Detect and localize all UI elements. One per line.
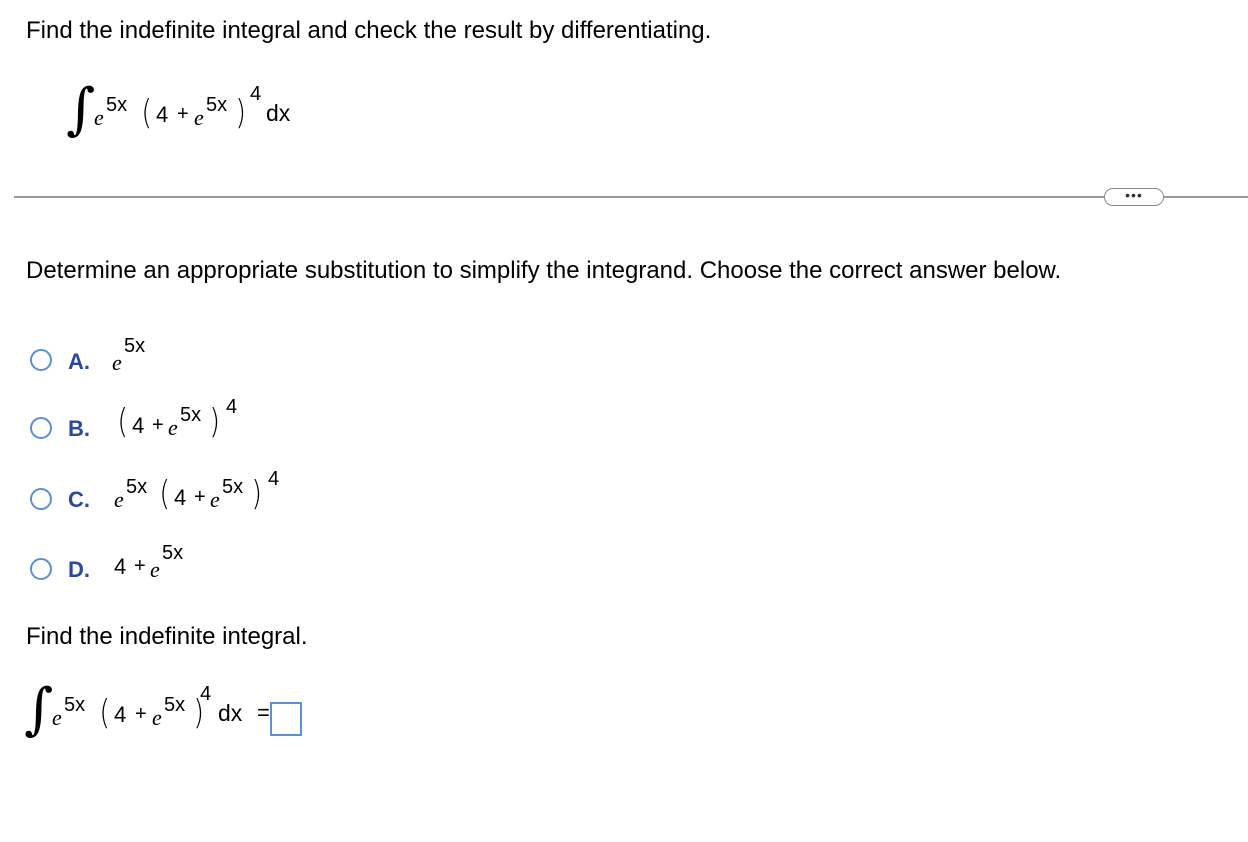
option-a-letter: A. [68,349,90,374]
option-c-exp: 5x [126,476,148,498]
exponent: 5x [106,94,128,116]
option-c-base2: e [210,487,220,512]
option-c-close: ) [251,474,262,514]
paren-close: ) [235,93,246,133]
power-2: 4 [200,683,212,705]
option-d-letter: D. [68,557,90,582]
base-e: e [94,105,104,130]
option-a-expression [112,335,212,395]
differential: dx [266,100,291,126]
option-b-const: 4 [132,413,145,438]
inner-base-e: e [194,105,204,130]
question-integral [66,77,306,142]
inner-base-e-2: e [152,705,162,730]
option-c-radio[interactable] [30,488,52,510]
integral-sign: ∫ [66,77,96,142]
answer-input-box[interactable] [270,702,302,736]
option-d-base: e [150,557,160,582]
option-c-plus: + [194,486,206,508]
option-b-radio[interactable] [30,417,52,439]
option-c-power: 4 [268,468,280,490]
option-c-expression [114,467,314,527]
option-b-close: ) [209,402,220,442]
option-a[interactable] [30,335,250,385]
power: 4 [250,83,262,105]
section-divider [14,196,1248,198]
option-b-power: 4 [226,396,238,418]
option-b-plus: + [152,414,164,436]
option-c-exp2: 5x [222,476,244,498]
part1-prompt: Determine an appropriate substitution to simplify the integrand. Choose the correct answer below. [26,257,1062,284]
part2-prompt: Find the indefinite integral. [26,623,308,650]
option-b-letter: B. [68,416,90,441]
inner-const-2: 4 [114,702,127,727]
option-c-base: e [114,487,124,512]
option-d[interactable] [30,540,270,590]
option-b-base: e [168,415,178,440]
more-options-button[interactable]: ••• [1104,188,1164,206]
paren-open-2: ( [99,693,110,733]
plus-sign-2: + [135,703,147,725]
option-b-open: ( [117,402,128,442]
option-c-letter: C. [68,487,90,512]
option-b[interactable] [30,395,290,451]
integral-sign-2: ∫ [24,677,54,742]
option-d-plus: + [134,555,146,577]
option-a-exp: 5x [124,335,146,357]
differential-2: dx [218,700,243,726]
inner-const: 4 [156,102,169,127]
option-d-expression [114,540,254,600]
option-c[interactable] [30,467,330,523]
option-c-open: ( [159,474,170,514]
option-d-radio[interactable] [30,558,52,580]
option-c-const: 4 [174,485,187,510]
option-b-expression [116,395,276,455]
inner-exponent-2: 5x [164,694,186,716]
option-b-exp: 5x [180,404,202,426]
option-a-base: e [112,350,122,375]
question-instruction: Find the indefinite integral and check the result by differentiating. [26,17,712,44]
option-d-const: 4 [114,554,127,579]
option-d-exp: 5x [162,542,184,564]
equals-sign: = [257,700,270,725]
base-e-2: e [52,705,62,730]
plus-sign: + [177,103,189,125]
paren-close-2: ) [193,693,204,733]
exponent-2: 5x [64,694,86,716]
inner-exponent: 5x [206,94,228,116]
paren-open: ( [141,93,152,133]
option-a-radio[interactable] [30,349,52,371]
